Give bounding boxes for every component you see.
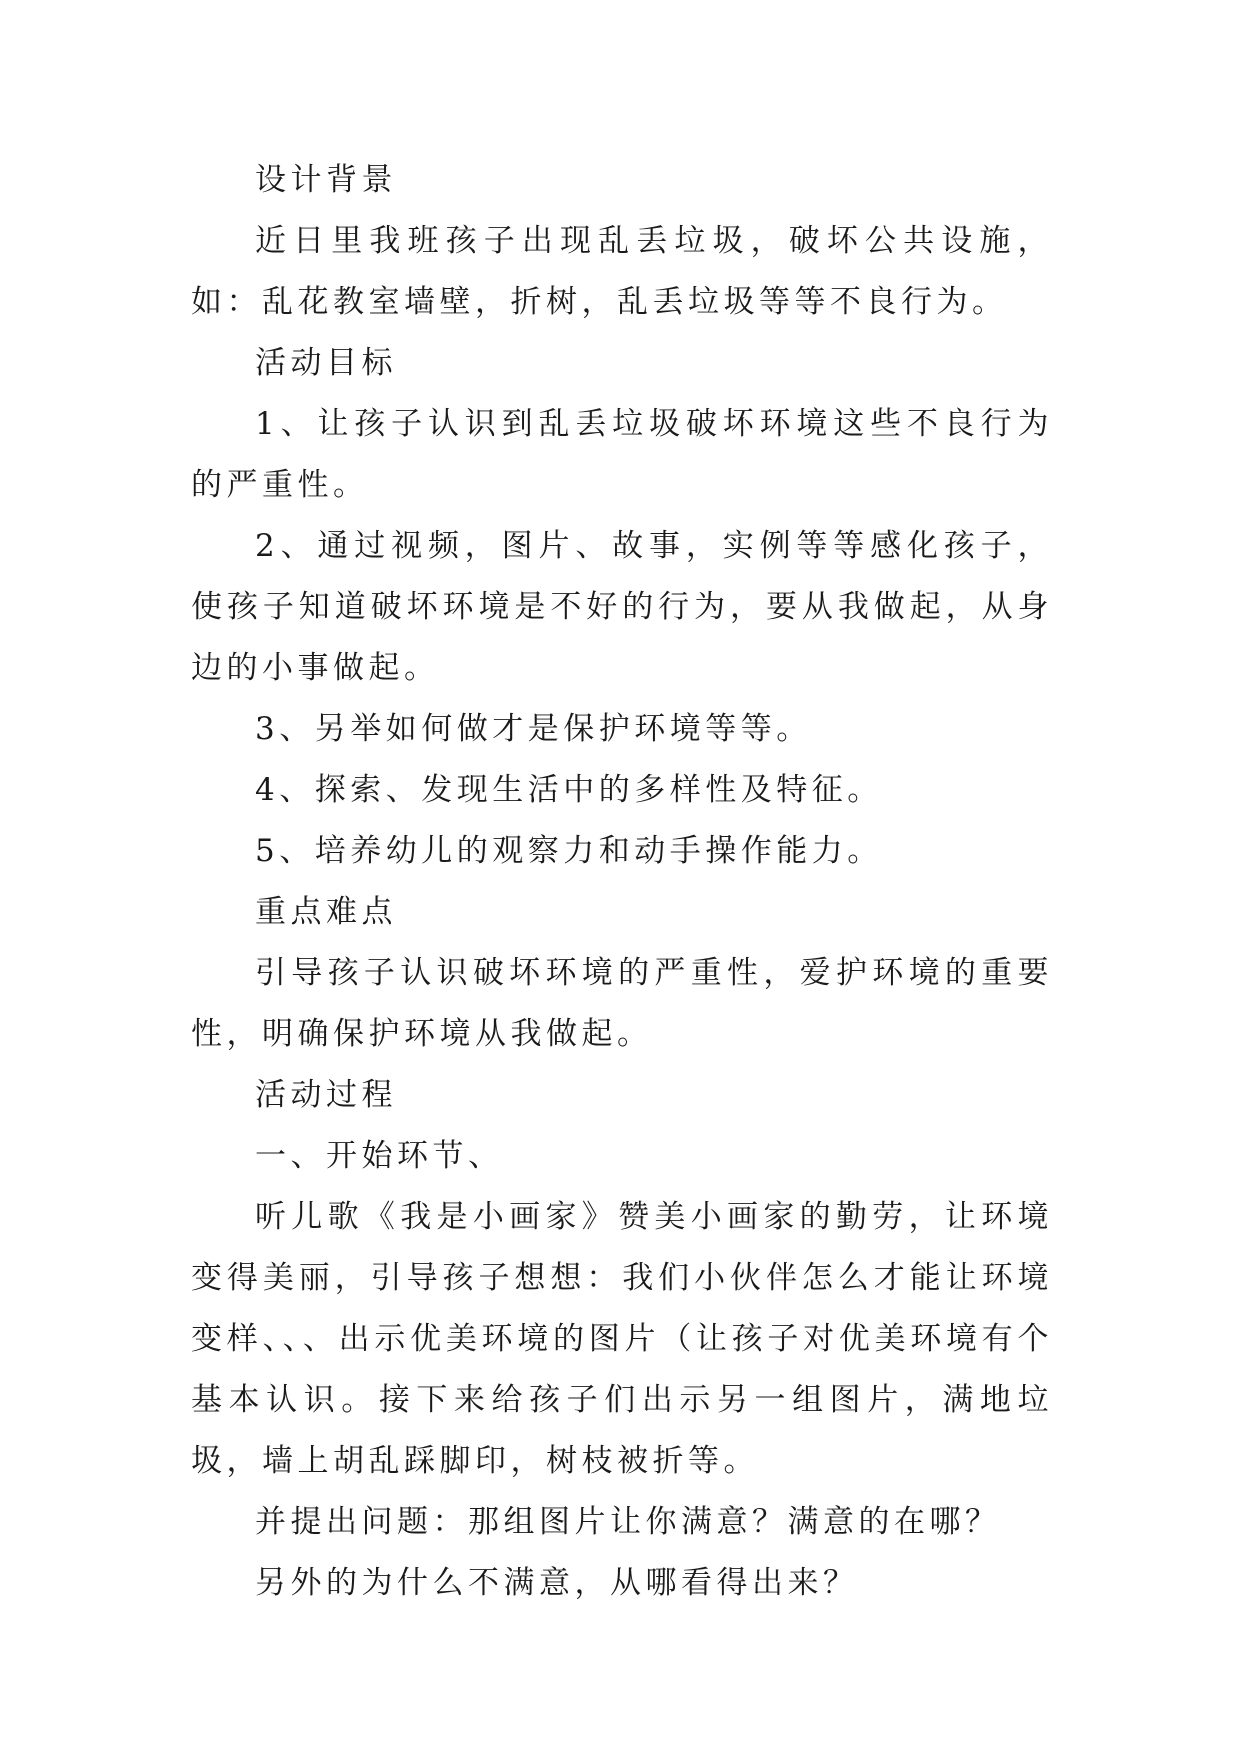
goal-item-3: 3、另举如何做才是保护环境等等。 <box>255 711 812 747</box>
paragraph-question-2: 另外的为什么不满意，从哪看得出来？ <box>255 1565 859 1601</box>
subheading-opening: 一、开始环节、 <box>255 1138 504 1174</box>
goal-item-5: 5、培养幼儿的观察力和动手操作能力。 <box>255 833 883 869</box>
heading-activity-goals: 活动目标 <box>255 345 397 381</box>
goal-item-1: 1、让孩子认识到乱丢垃圾破坏环境这些不良行为的严重性。 <box>191 406 1053 503</box>
goal-item-4: 4、探索、发现生活中的多样性及特征。 <box>255 772 883 808</box>
paragraph-opening: 听儿歌《我是小画家》赞美小画家的勤劳，让环境变得美丽，引导孩子想想：我们小伙伴怎么才能让环境变样、、、出示优美环境的图片（让孩子对优美环境有个基本认识。接下来给孩子们出示另一组图片，满地垃圾，墙上胡乱踩脚印，树枝被折等。 <box>191 1199 1053 1479</box>
paragraph-background-text: 近日里我班孩子出现乱丢垃圾，破坏公共设施，如：乱花教室墙壁，折树，乱丢垃圾等等不良行为。 <box>191 223 1053 320</box>
paragraph-question-1: 并提出问题：那组图片让你满意？满意的在哪？ <box>255 1504 1001 1540</box>
paragraph-key-points: 引导孩子认识破坏环境的严重性，爱护环境的重要性，明确保护环境从我做起。 <box>191 955 1053 1052</box>
heading-key-points: 重点难点 <box>255 894 397 930</box>
goal-item-2: 2、通过视频，图片、故事，实例等等感化孩子，使孩子知道破坏环境是不好的行为，要从我做起，从身边的小事做起。 <box>191 528 1053 686</box>
heading-design-background: 设计背景 <box>255 162 397 198</box>
document-body <box>191 150 1053 1614</box>
heading-activity-process: 活动过程 <box>255 1077 397 1113</box>
